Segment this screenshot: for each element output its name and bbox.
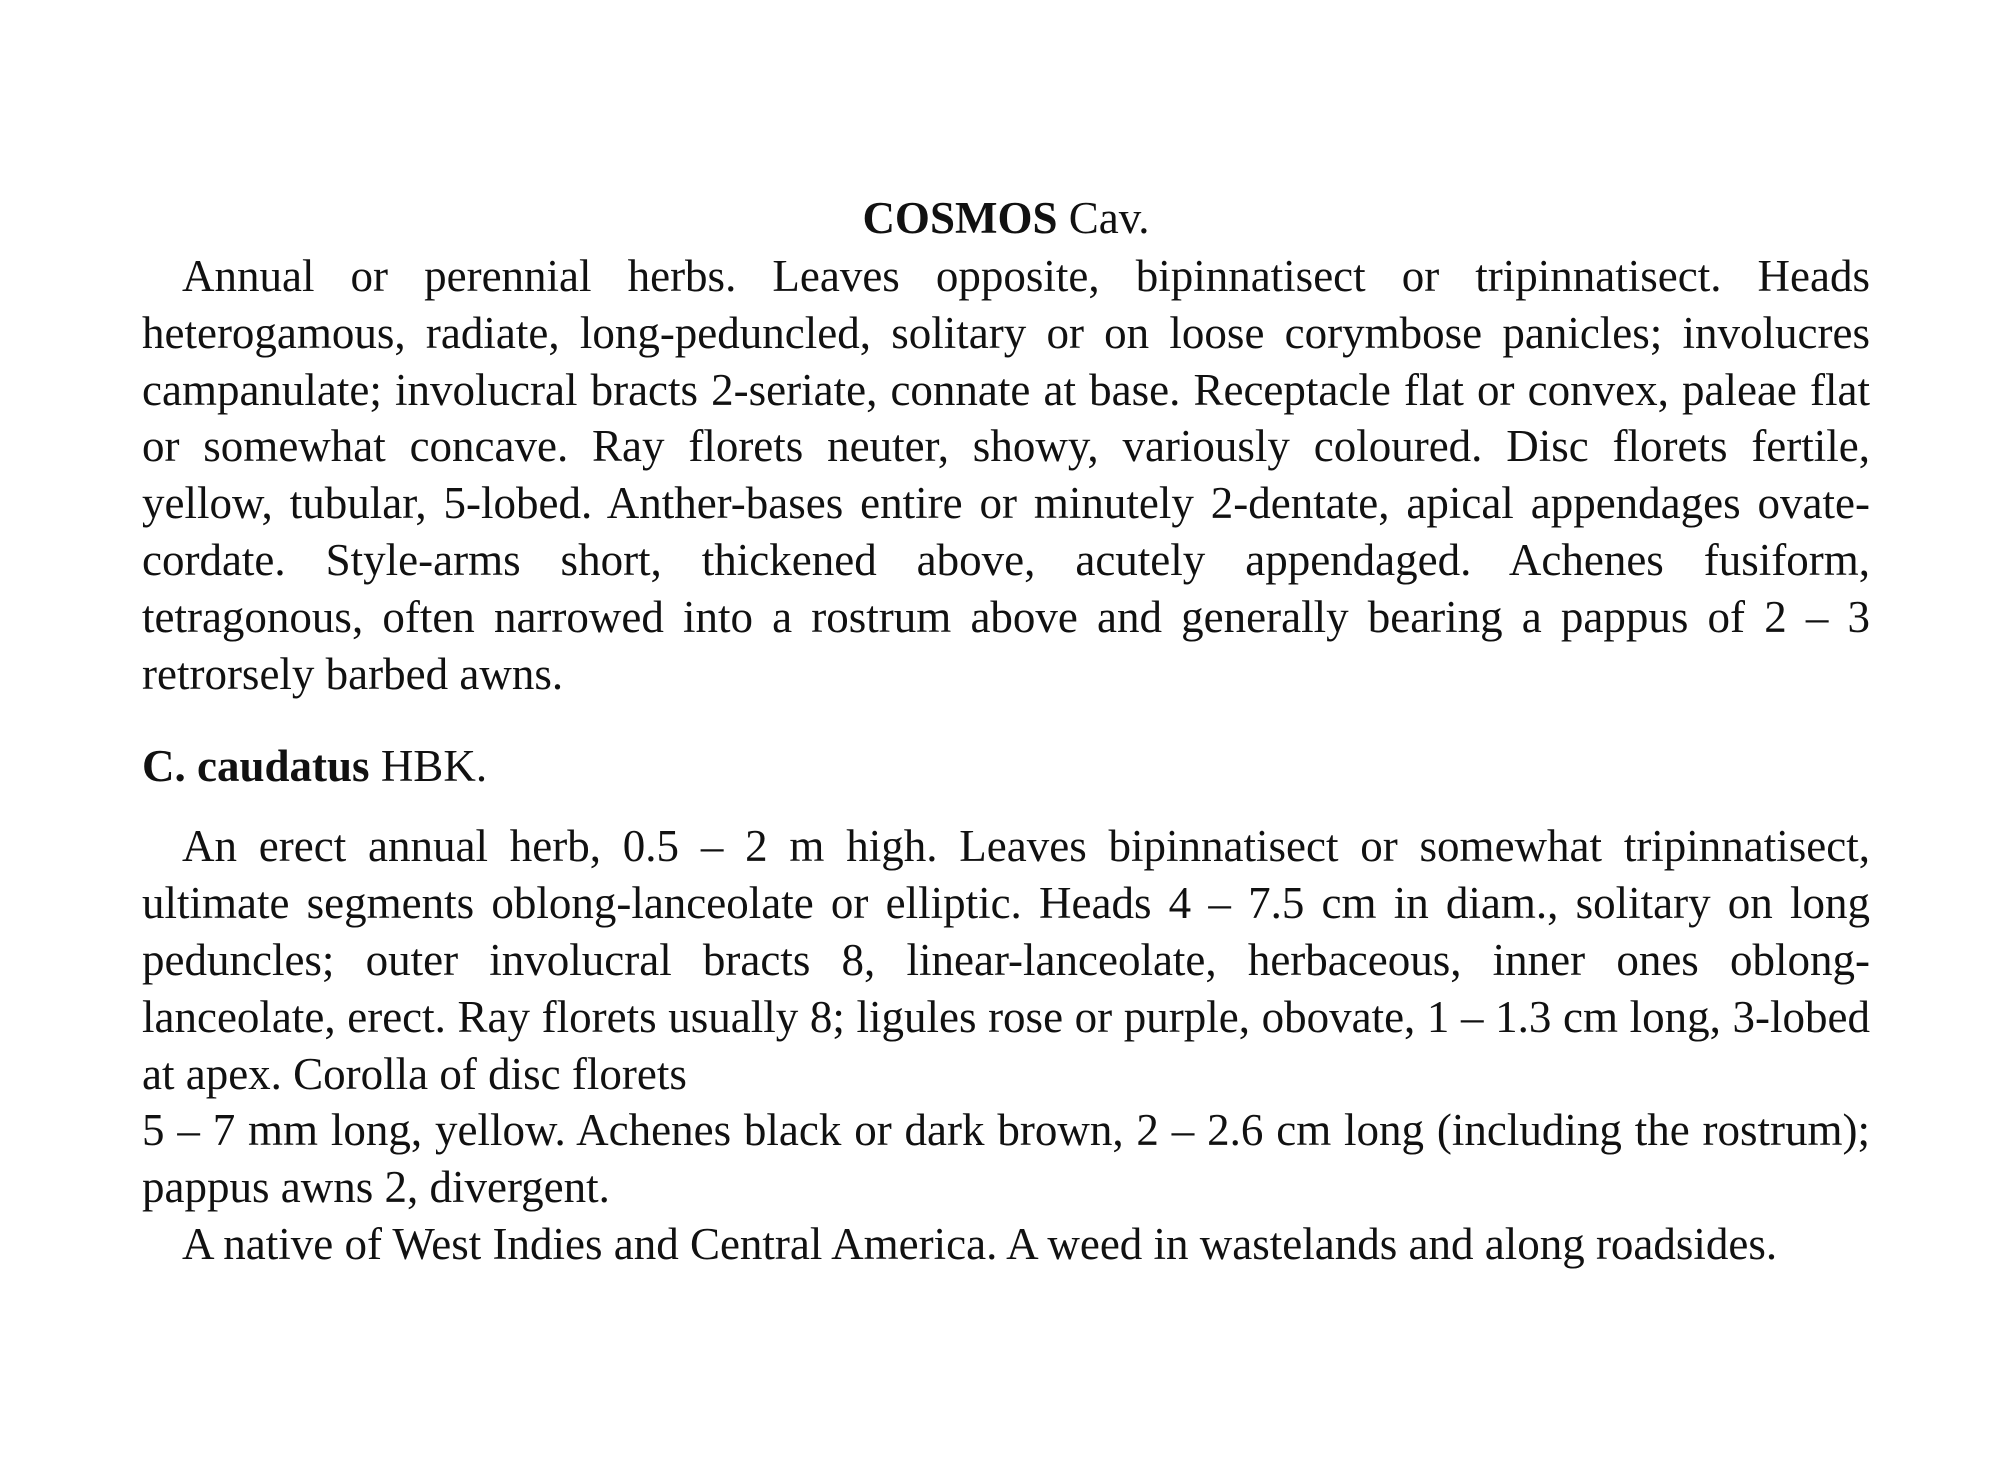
genus-description: Annual or perennial herbs. Leaves opposite, bipinnatisect or tripinnatisect. Heads heterogamous, radiate, long-peduncled, solitary or on loose corymbose panicles; involucres campanulate; involucral bracts 2-seriate, connate at base. Receptacle flat or convex, paleae flat or somewhat concave. Ray florets neuter, showy, variously coloured. Disc florets fertile, yellow, tubular, 5-lobed. Anther-bases entire or minutely 2-dentate, apical appendages ovate-cordate. Style-arms short, thickened above, acutely appendaged. Achenes fusiform, tetragonous, often narrowed into a rostrum above and generally bearing a pappus of 2 – 3 retrorsely barbed awns. [142, 251, 1870, 699]
genus-name: COSMOS [862, 193, 1058, 243]
genus-heading [142, 190, 1870, 246]
document-page [142, 190, 1870, 1273]
genus-author: Cav. [1068, 193, 1150, 243]
species-description-part2: 5 – 7 mm long, yellow. Achenes black or dark brown, 2 – 2.6 cm long (including the rostrum); pappus awns 2, divergent. [142, 1105, 1870, 1213]
species-distribution: A native of West Indies and Central America. A weed in wastelands and along roadsides. [182, 1218, 1778, 1269]
species-name: C. caudatus [142, 741, 370, 792]
species-author: HBK. [380, 741, 488, 792]
species-heading [142, 738, 1870, 794]
species-description-part1: An erect annual herb, 0.5 – 2 m high. Leaves bipinnatisect or somewhat tripinnatisect, ultimate segments oblong-lanceolate or elliptic. Heads 4 – 7.5 cm in diam., solitary on long peduncles; outer involucral bracts 8, linear-lanceolate, herbaceous, inner ones oblong-lanceolate, erect. Ray florets usually 8; ligules rose or purple, obovate, 1 – 1.3 cm long, 3-lobed at apex. Corolla of disc florets [142, 821, 1870, 1099]
